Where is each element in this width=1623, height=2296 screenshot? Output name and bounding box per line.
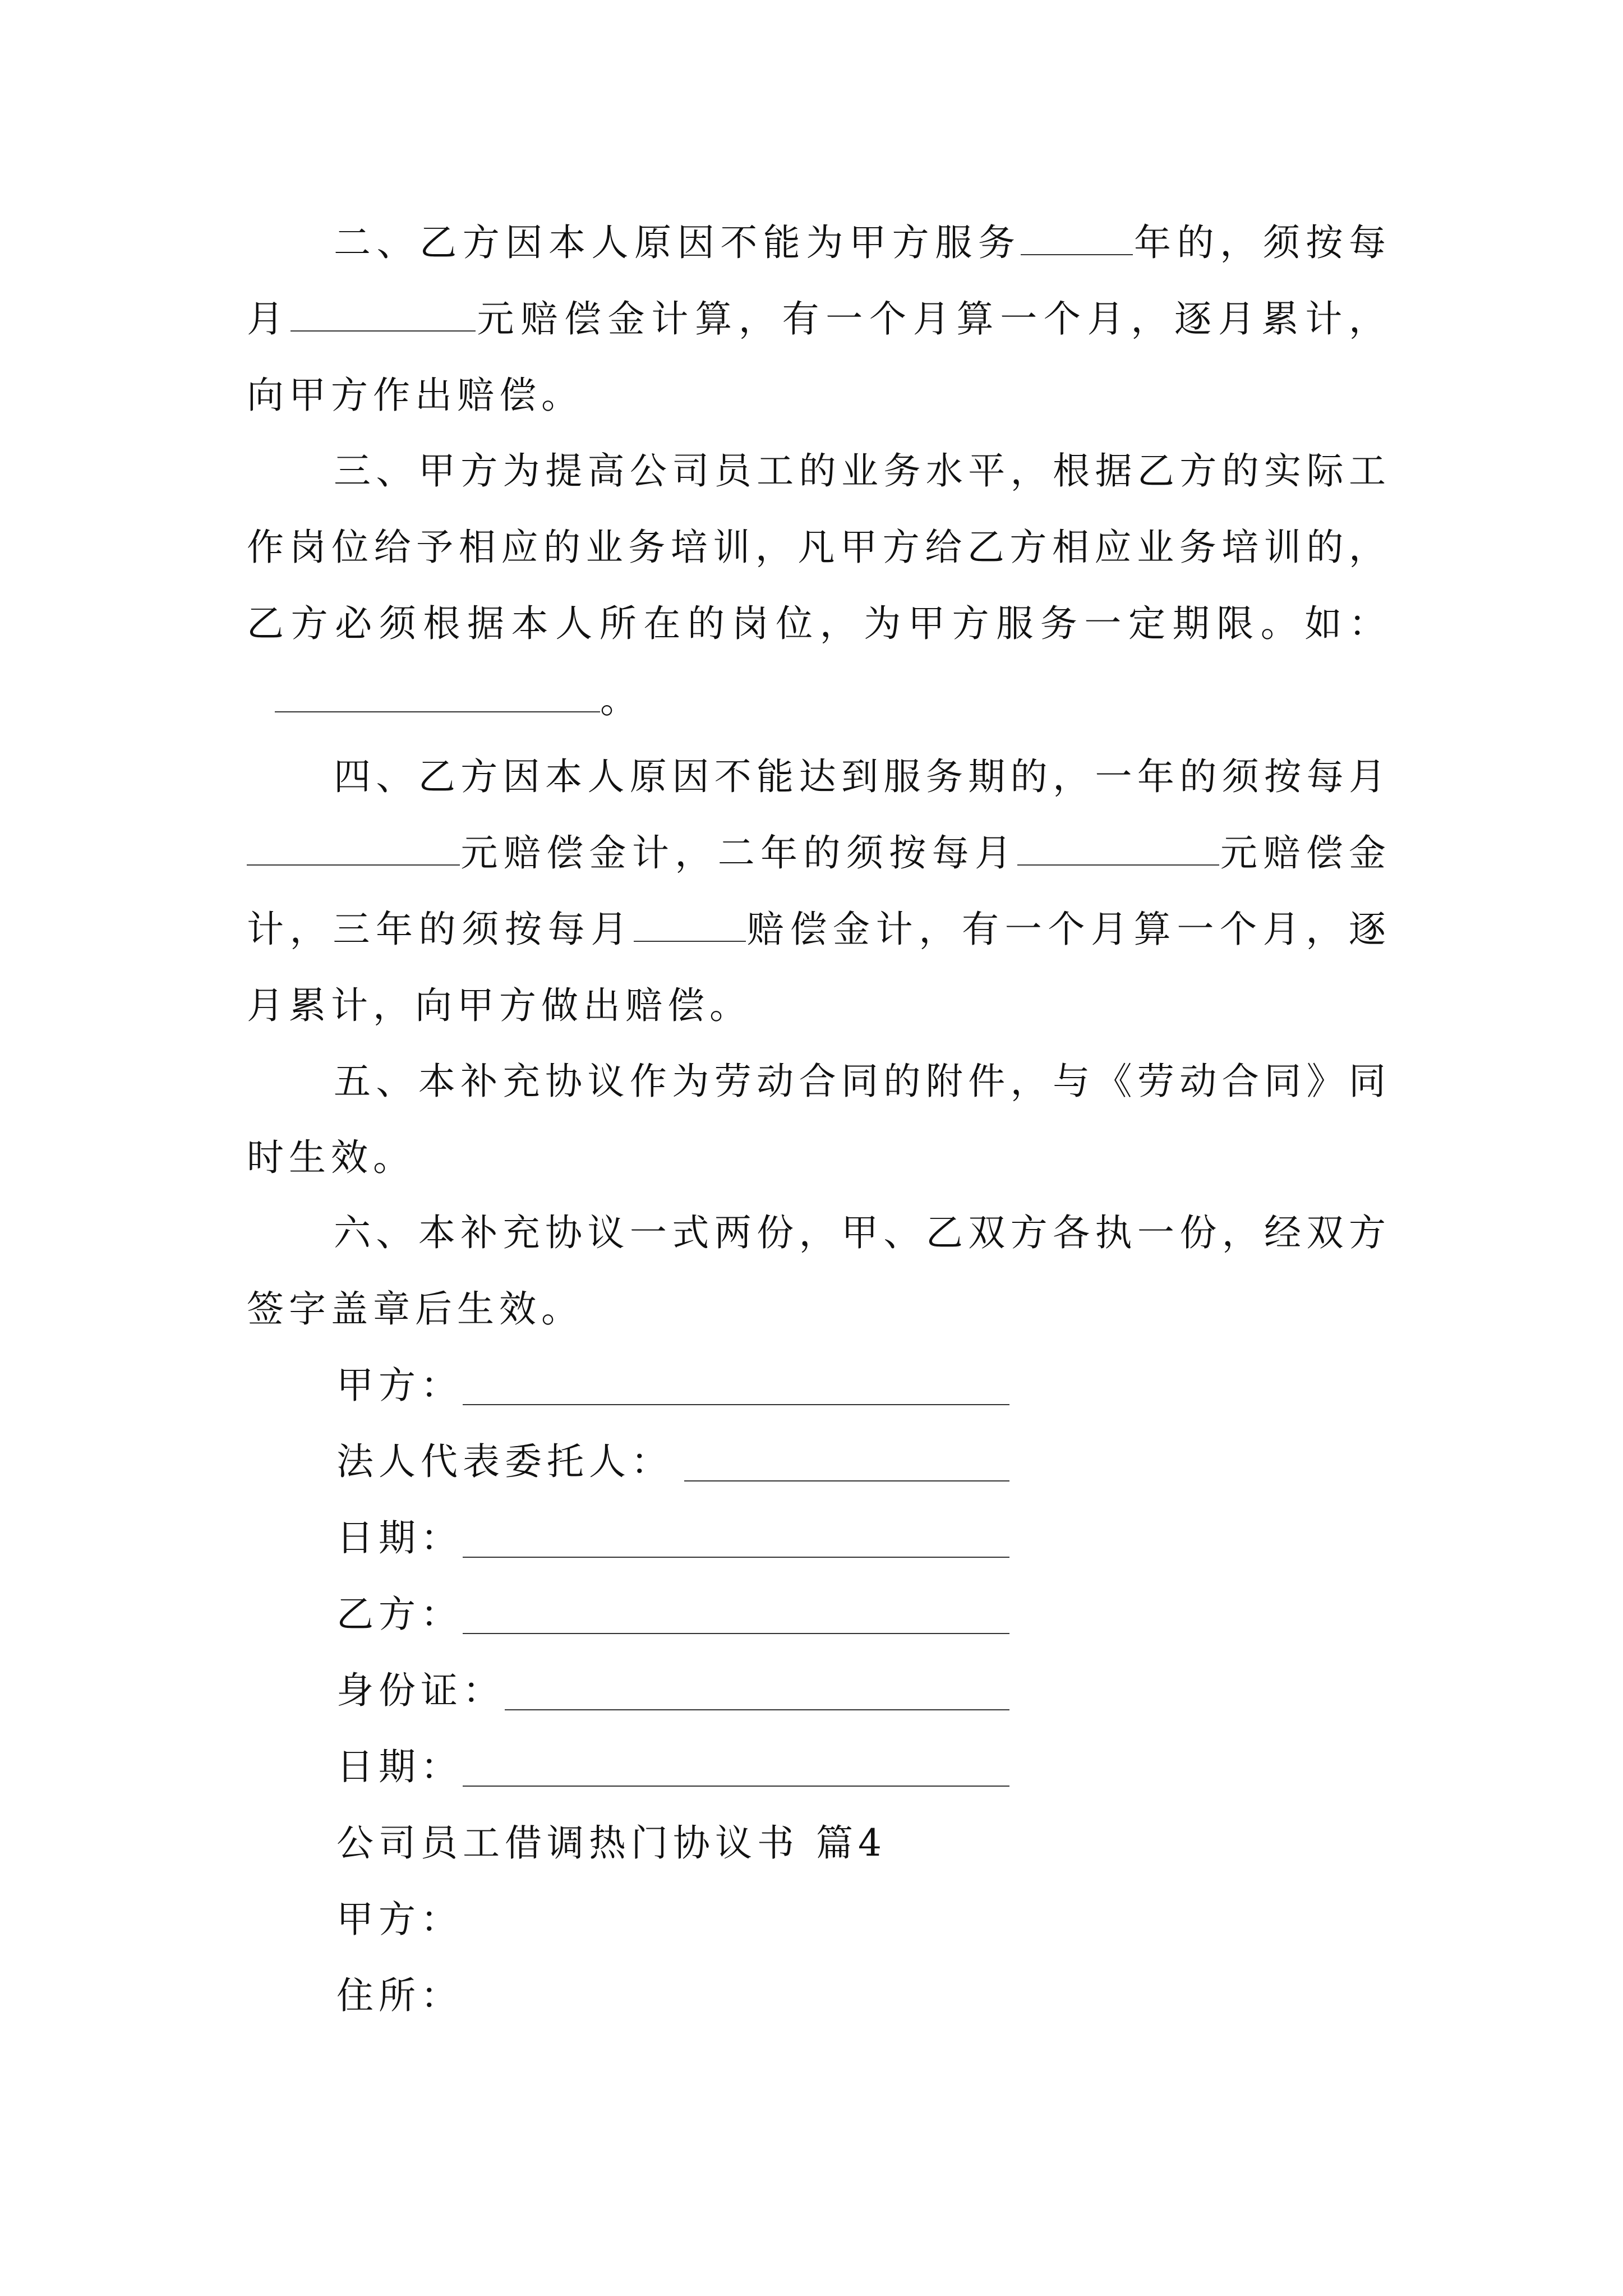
monthly-compensation-blank	[291, 325, 476, 332]
clause-2-text	[247, 205, 1391, 434]
section-party-a	[336, 1881, 463, 1958]
clause-4-text	[247, 739, 1391, 1044]
signature-date-a-label: 日期：	[336, 1516, 463, 1559]
signature-party-b-line	[463, 1633, 1009, 1634]
signature-date-a-line	[463, 1557, 1009, 1558]
training-period-blank	[275, 706, 600, 712]
signature-date-b-label: 日期：	[336, 1745, 463, 1788]
clause-5-text: 五、本补充协议作为劳动合同的附件，与《劳动合同》同时生效。	[247, 1060, 1391, 1179]
clause-4-part-b: 元赔偿金计，二年的须按每月	[460, 831, 1018, 875]
signature-party-a-label: 甲方：	[336, 1364, 463, 1407]
section-title-text: 公司员工借调热门协议书 篇4	[336, 1821, 887, 1865]
clause-2-part-c: 元赔偿金计算，有一个月算一个月，逐月累计，向甲方作出赔偿。	[247, 297, 1391, 417]
service-years-blank	[1021, 249, 1133, 255]
signature-legal-rep-label: 法人代表委托人：	[336, 1440, 673, 1483]
signature-legal-rep-line	[684, 1480, 1009, 1481]
year-2-compensation-blank	[1017, 859, 1219, 866]
clause-6-text: 六、本补充协议一式两份，甲、乙双方各执一份，经双方签字盖章后生效。	[247, 1211, 1391, 1331]
section-address	[336, 1958, 463, 2034]
signature-legal-rep	[336, 1424, 673, 1500]
clause-3-text	[247, 433, 1391, 738]
signature-party-a-line	[463, 1404, 1009, 1405]
clause-2-part-b: 年的，须按每月	[247, 221, 1391, 341]
clause-4	[247, 739, 1391, 1044]
clause-2-part-a: 二、乙方因本人原因不能为甲方服务	[334, 221, 1021, 264]
signature-party-b	[336, 1576, 463, 1653]
signature-date-b-line	[463, 1786, 1009, 1787]
signature-id-card	[336, 1653, 505, 1729]
section-title	[336, 1805, 887, 1881]
clause-3-part-b: 。	[600, 678, 642, 721]
signature-party-a	[336, 1347, 463, 1424]
signature-id-card-line	[505, 1709, 1009, 1710]
signature-party-b-label: 乙方：	[336, 1593, 463, 1636]
year-3-compensation-blank	[634, 935, 746, 942]
signature-date-b	[336, 1729, 463, 1805]
clause-6	[247, 1195, 1391, 1347]
clause-4-part-d: 赔偿金计，有一个月算一个月，逐月累计，向甲方做出赔偿。	[247, 908, 1391, 1027]
clause-4-part-c: 元赔偿金计，三年的须按每月	[247, 831, 1391, 951]
section-address-label: 住所：	[336, 1974, 463, 2017]
year-1-compensation-blank	[247, 859, 460, 866]
section-party-a-label: 甲方：	[336, 1898, 463, 1941]
clause-3-part-a: 三、甲方为提高公司员工的业务水平，根据乙方的实际工作岗位给予相应的业务培训，凡甲方给乙方相应业务培训的，乙方必须根据本人所在的岗位，为甲方服务一定期限。如：	[247, 449, 1391, 645]
signature-date-a	[336, 1500, 463, 1576]
signature-id-card-label: 身份证：	[336, 1669, 505, 1712]
clause-2	[247, 205, 1391, 434]
clause-4-part-a: 四、乙方因本人原因不能达到服务期的，一年的须按每月	[334, 755, 1391, 798]
clause-5	[247, 1043, 1391, 1196]
clause-3	[247, 433, 1391, 738]
